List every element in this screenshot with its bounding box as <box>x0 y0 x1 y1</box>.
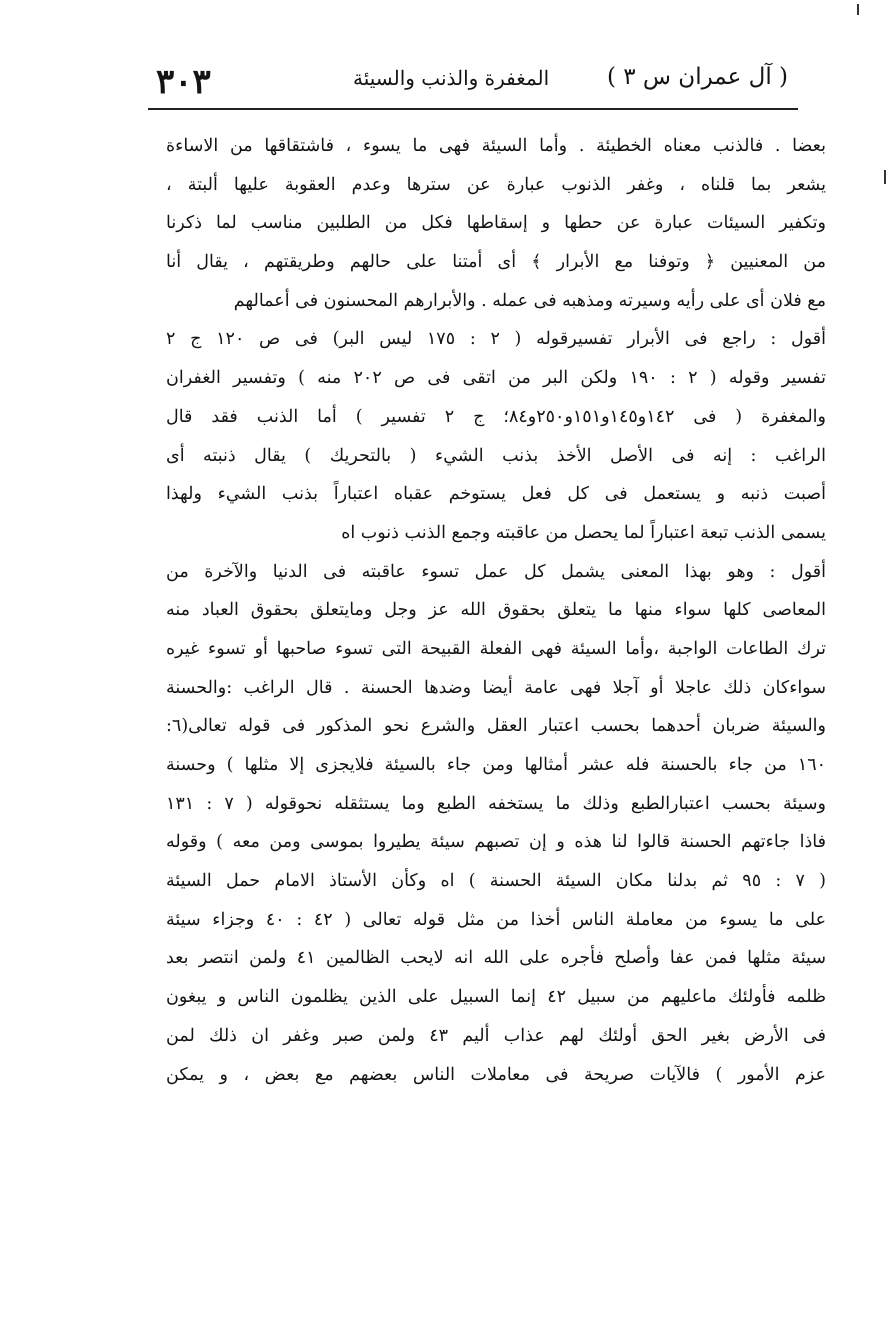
text-line: يسمى الذنب تبعة اعتباراً لما يحصل من عاقبته وجمع الذنب ذنوب اه <box>341 522 826 543</box>
page-number: ٣٠٣ <box>156 62 211 102</box>
text-line: أصبت ذنبه و يستعمل فى كل فعل يستوخم عقباه اعتباراً بذنب الشيء ولهذا <box>166 484 826 505</box>
section-subject: المغفرة والذنب والسيئة <box>353 66 550 90</box>
margin-mark-top <box>857 4 859 15</box>
text-line: فاذا جاءتهم الحسنة قالوا لنا هذه و إن تصبهم سيئة يطيروا بموسى ومن معه ) وقوله <box>166 832 826 853</box>
text-line: يشعر بما قلناه ، وغفر الذنوب عبارة عن سترها وعدم العقوبة عليها ألبتة ، <box>166 174 826 195</box>
text-line: فى الأرض بغير الحق أولئك لهم عذاب أليم ٤٣ ولمن صبر وغفر ان ذلك لمن <box>166 1025 826 1046</box>
text-line: ١٦٠ من جاء بالحسنة فله عشر أمثالها ومن جاء بالسيئة فلايجزى إلا مثلها ) وحسنة <box>166 755 826 775</box>
surah-reference: ( آل عمران س ٣ ) <box>606 64 788 90</box>
text-line: والسيئة ضربان أحدهما بحسب اعتبار العقل والشرع نحو المذكور فى قوله تعالى(٦: <box>166 716 826 737</box>
text-line: المعاصى كلها سواء منها ما يتعلق بحقوق الله عز وجل ومايتعلق بحقوق العباد منه <box>166 600 826 621</box>
body-text <box>166 127 826 1094</box>
text-line: ترك الطاعات الواجبة ،وأما السيئة فهى الفعلة القبيحة التى تسوء صاحبها أو تسوء غيره <box>166 638 826 659</box>
header-divider <box>148 108 798 110</box>
text-line: ظلمه فأولئك ماعليهم من سبيل ٤٢ إنما السبيل على الذين يظلمون الناس و يبغون <box>166 987 826 1008</box>
text-line: وسيئة بحسب اعتبارالطبع وذلك ما يستخفه الطبع وما يستثقله نحوقوله ( ٧ : ١٣١ <box>166 793 826 814</box>
text-line: ( ٧ : ٩٥ ثم بدلنا مكان السيئة الحسنة ) اه وكأن الأستاذ الامام حمل السيئة <box>166 871 826 892</box>
text-line: من المعنيين ﴿ وتوفنا مع الأبرار ﴾ أى أمتنا على حالهم وطريقتهم ، يقال أنا <box>166 252 826 273</box>
text-line: سواءكان ذلك عاجلا أو آجلا فهى عامة أيضا وضدها الحسنة . قال الراغب :والحسنة <box>166 677 826 698</box>
text-line: أقول : راجع فى الأبرار تفسيرقوله ( ٢ : ١٧٥ ليس البر) فى ص ١٢٠ ج ٢ <box>166 329 826 350</box>
text-line: أقول : وهو بهذا المعنى يشمل كل عمل تسوء عاقبته فى الدنيا والآخرة من <box>166 561 826 582</box>
text-line: والمغفرة ( فى ١٤٢و١٤٥و١٥١و٢٥٠و٨٤؛ ج ٢ تفسير ) أما الذنب فقد قال <box>166 406 826 427</box>
text-line: وتكفير السيئات عبارة عن حطها و إسقاطها فكل من الطلبين مناسب لما ذكرنا <box>166 213 826 234</box>
text-line: الراغب : إنه فى الأصل الأخذ بذنب الشيء ( بالتحريك ) يقال ذنبته أى <box>166 445 826 466</box>
running-header <box>148 62 798 108</box>
text-line: مع فلان أى على رأيه وسيرته ومذهبه فى عمله . والأبرارهم المحسنون فى أعمالهم <box>233 290 826 311</box>
text-line: على ما يسوء من معاملة الناس أخذا من مثل قوله تعالى ( ٤٢ : ٤٠ وجزاء سيئة <box>166 909 826 930</box>
text-line: بعضا . فالذنب معناه الخطيئة . وأما السيئة فهى ما يسوء ، فاشتقاقها من الاساءة <box>166 136 826 156</box>
text-line: عزم الأمور ) فالآيات صريحة فى معاملات الناس بعضهم مع بعض ، و يمكن <box>166 1064 826 1085</box>
text-line: تفسير وقوله ( ٢ : ١٩٠ ولكن البر من اتقى فى ص ٢٠٢ منه ) وتفسير الغفران <box>166 368 826 389</box>
margin-mark-right <box>884 170 886 184</box>
text-line: سيئة مثلها فمن عفا وأصلح فأجره على الله انه لايحب الظالمين ٤١ ولمن انتصر بعد <box>166 948 826 969</box>
